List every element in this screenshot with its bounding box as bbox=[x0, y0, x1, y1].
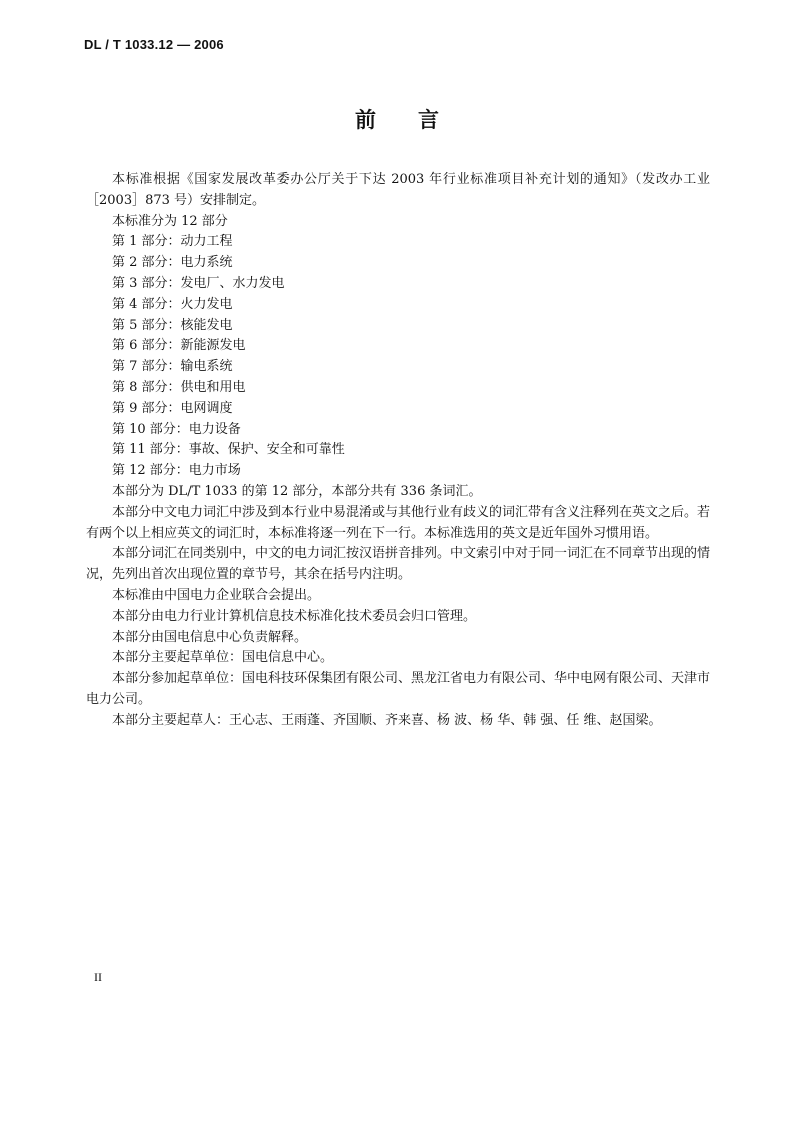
paragraph: 本部分词汇在同类别中，中文的电力词汇按汉语拼音排列。中文索引中对于同一词汇在不同章节出现的情况，先列出首次出现位置的章节号，其余在括号内注明。 bbox=[86, 546, 711, 583]
paragraph: 第 6 部分：新能源发电 bbox=[112, 338, 246, 354]
paragraph: 本部分由国电信息中心负责解释。 bbox=[112, 629, 308, 645]
paragraph: 本部分为 DL/T 1033 的第 12 部分，本部分共有 336 条词汇。 bbox=[112, 483, 482, 499]
paragraph: 第 5 部分：核能发电 bbox=[112, 317, 233, 333]
paragraph: 本部分中文电力词汇中涉及到本行业中易混淆或与其他行业有歧义的词汇带有含义注释列在英文之后。若有两个以上相应英文的词汇时，本标准将逐一列在下一行。本标准选用的英文是近年国外习惯用语。 bbox=[86, 504, 711, 541]
paragraph: 本标准由中国电力企业联合会提出。 bbox=[112, 587, 321, 603]
paragraph: 本标准根据《国家发展改革委办公厅关于下达 2003 年行业标准项目补充计划的通知》（发改办工业［2003］873 号）安排制定。 bbox=[86, 172, 710, 208]
paragraph: 本标准分为 12 部分 bbox=[112, 213, 228, 229]
page-number: II bbox=[94, 970, 102, 984]
title-char-2: 言 bbox=[418, 108, 439, 132]
paragraph: 本部分主要起草人：王心志、王雨蓬、齐国顺、齐来喜、杨 波、杨 华、韩 强、任 维、赵国梁。 bbox=[112, 712, 662, 728]
paragraph: 第 9 部分：电网调度 bbox=[112, 400, 233, 416]
document-code: DL / T 1033.12 — 2006 bbox=[84, 37, 224, 52]
paragraph: 第 12 部分：电力市场 bbox=[112, 463, 241, 479]
paragraph: 本部分参加起草单位：国电科技环保集团有限公司、黑龙江省电力有限公司、华中电网有限公司、天津市电力公司。 bbox=[86, 671, 711, 707]
paragraph: 第 10 部分：电力设备 bbox=[112, 421, 241, 437]
foreword-body bbox=[86, 170, 710, 732]
paragraph: 第 4 部分：火力发电 bbox=[112, 296, 233, 312]
paragraph: 第 1 部分：动力工程 bbox=[112, 234, 233, 250]
paragraph: 第 11 部分：事故、保护、安全和可靠性 bbox=[112, 442, 345, 458]
paragraph: 第 3 部分：发电厂、水力发电 bbox=[112, 275, 285, 291]
paragraph: 本部分由电力行业计算机信息技术标准化技术委员会归口管理。 bbox=[112, 608, 477, 624]
title-char-1: 前 bbox=[355, 108, 376, 132]
paragraph: 第 7 部分：输电系统 bbox=[112, 359, 233, 375]
page-title bbox=[0, 104, 794, 134]
paragraph: 本部分主要起草单位：国电信息中心。 bbox=[112, 650, 334, 666]
paragraph: 第 2 部分：电力系统 bbox=[112, 255, 233, 271]
paragraph: 第 8 部分：供电和用电 bbox=[112, 379, 246, 395]
